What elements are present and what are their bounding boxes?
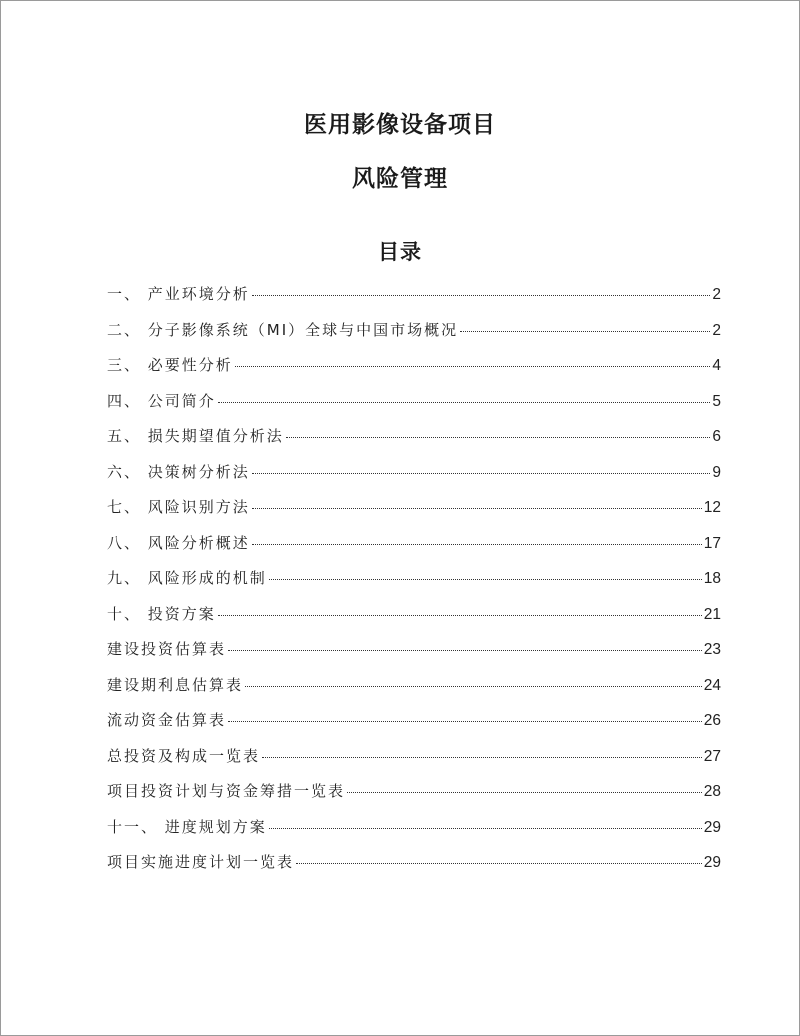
toc-entry[interactable] <box>107 603 721 639</box>
toc-leader-dots <box>269 578 702 580</box>
toc-entry[interactable] <box>107 425 721 461</box>
toc-entry[interactable] <box>107 709 721 745</box>
table-of-contents <box>107 283 721 887</box>
toc-entry[interactable] <box>107 461 721 497</box>
toc-entry-page: 24 <box>703 676 721 694</box>
toc-entry[interactable] <box>107 532 721 568</box>
toc-entry-page: 2 <box>712 321 721 339</box>
toc-heading: 目录 <box>378 240 422 264</box>
toc-entry-label: 总投资及构成一览表 <box>107 746 261 765</box>
toc-entry[interactable] <box>107 283 721 319</box>
toc-entry[interactable] <box>107 745 721 781</box>
document-title: 医用影像设备项目 <box>304 112 496 138</box>
toc-entry-label: 十、 投资方案 <box>107 604 216 623</box>
toc-entry-label: 七、 风险识别方法 <box>107 498 250 516</box>
toc-entry[interactable] <box>107 496 721 532</box>
toc-entry[interactable] <box>107 816 721 852</box>
toc-leader-dots <box>286 436 711 438</box>
toc-leader-dots <box>460 330 710 332</box>
toc-leader-dots <box>269 827 702 829</box>
toc-entry[interactable] <box>107 567 721 603</box>
toc-entry-page: 5 <box>712 392 721 410</box>
toc-entry-label: 六、 决策树分析法 <box>107 462 250 481</box>
toc-leader-dots <box>218 614 702 616</box>
toc-entry-page: 29 <box>703 854 721 871</box>
toc-entry-label: 建设投资估算表 <box>107 640 227 658</box>
toc-entry-label: 建设期利息估算表 <box>107 675 244 694</box>
toc-entry-page: 6 <box>712 428 721 445</box>
toc-entry-page: 17 <box>703 534 721 552</box>
toc-entry-label: 八、 风险分析概述 <box>107 533 250 552</box>
toc-entry-label: 一、 产业环境分析 <box>107 285 250 303</box>
toc-entry-page: 18 <box>703 570 721 587</box>
toc-entry-label: 九、 风险形成的机制 <box>107 569 267 587</box>
toc-leader-dots <box>347 791 702 793</box>
toc-entry-label: 项目实施进度计划一览表 <box>107 853 295 871</box>
toc-leader-dots <box>218 401 711 403</box>
toc-leader-dots <box>228 720 702 722</box>
toc-entry-label: 流动资金估算表 <box>107 711 227 729</box>
toc-entry-page: 23 <box>703 641 721 658</box>
toc-leader-dots <box>245 685 702 687</box>
toc-entry-page: 4 <box>712 357 721 374</box>
toc-entry-page: 28 <box>703 783 721 800</box>
toc-leader-dots <box>296 862 702 864</box>
toc-entry[interactable] <box>107 674 721 710</box>
toc-leader-dots <box>262 756 702 758</box>
toc-leader-dots <box>235 365 711 367</box>
toc-entry-page: 12 <box>703 499 721 516</box>
document-subtitle: 风险管理 <box>352 166 448 192</box>
toc-entry-label: 五、 损失期望值分析法 <box>107 427 284 445</box>
toc-entry-label: 项目投资计划与资金筹措一览表 <box>107 782 346 800</box>
toc-entry[interactable] <box>107 390 721 426</box>
toc-entry[interactable] <box>107 638 721 674</box>
toc-entry-page: 29 <box>703 818 721 836</box>
toc-entry[interactable] <box>107 354 721 390</box>
toc-leader-dots <box>252 472 711 474</box>
toc-entry-page: 21 <box>703 605 721 623</box>
toc-entry[interactable] <box>107 851 721 887</box>
toc-entry-label: 十一、 进度规划方案 <box>107 817 267 836</box>
toc-entry-label: 四、 公司简介 <box>107 391 216 410</box>
toc-entry-label: 三、 必要性分析 <box>107 356 233 374</box>
toc-entry[interactable] <box>107 319 721 355</box>
toc-leader-dots <box>252 543 702 545</box>
toc-entry[interactable] <box>107 780 721 816</box>
toc-leader-dots <box>252 507 702 509</box>
toc-leader-dots <box>252 294 711 296</box>
toc-entry-page: 2 <box>712 286 721 303</box>
toc-leader-dots <box>228 649 702 651</box>
toc-entry-label: 二、 分子影像系统（MI）全球与中国市场概况 <box>107 320 459 339</box>
toc-entry-page: 9 <box>712 463 721 481</box>
toc-entry-page: 27 <box>703 747 721 765</box>
toc-entry-page: 26 <box>703 712 721 729</box>
